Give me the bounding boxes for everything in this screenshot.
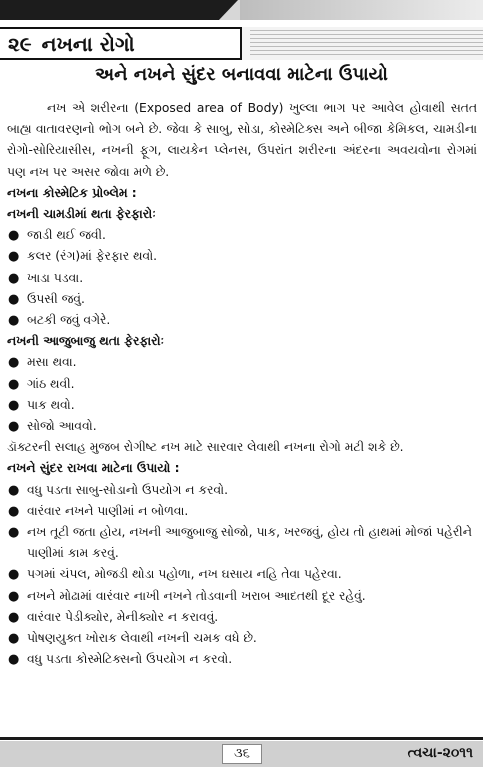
list-item-text: પગમાં ચંપલ, મોજડી થોડા પહોળા, નખ ઘસાય નહિ તેવા પહેરવા.: [27, 567, 342, 582]
bullet-icon: ●: [8, 397, 20, 413]
beauty-tips-list: [7, 480, 477, 671]
bullet-icon: ●: [8, 249, 20, 265]
around-changes-list: [7, 352, 477, 437]
list-item: [7, 501, 477, 522]
list-item: [7, 310, 477, 331]
page-subtitle: અને નખને સુંદર બનાવવા માટેના ઉપાયો: [95, 64, 388, 85]
bullet-icon: ●: [8, 609, 20, 625]
list-item: [7, 607, 477, 628]
list-item: [7, 374, 477, 395]
footer-divider: [0, 737, 483, 740]
list-item-text: વારંવાર નખને પાણીમાં ન બોળવા.: [27, 503, 189, 518]
bullet-icon: ●: [8, 313, 20, 329]
list-item: [7, 225, 477, 246]
article-body: [7, 98, 477, 670]
bullet-icon: ●: [8, 419, 20, 435]
bullet-icon: ●: [8, 270, 20, 286]
list-item-text: નખ તૂટી જતા હોય, નખની આજુબાજુ સોજો, પાક, ખરજવું, હોય તો હાથમાં મોજાં પહેરીને પાણીમાં કામ કરવું.: [27, 525, 472, 561]
list-item-text: વધુ પડતા સાબુ-સોડાનો ઉપયોગ ન કરવો.: [27, 482, 229, 497]
bullet-icon: ●: [8, 503, 20, 519]
list-item-text: પોષણયુક્ત ખોરાક લેવાથી નખની ચમક વધે છે.: [27, 631, 257, 646]
bullet-icon: ●: [8, 376, 20, 392]
heading-beauty-tips: નખને સુંદર રાખવા માટેના ઉપાયો :: [7, 461, 180, 476]
list-item-text: મસા થવા.: [27, 355, 77, 370]
list-item-text: જાડી થઈ જવી.: [27, 228, 106, 243]
footer-publication-label: ત્વચા-૨૦૧૧: [407, 745, 473, 761]
list-item: [7, 522, 477, 564]
bullet-icon: ●: [8, 228, 20, 244]
heading-cosmetic-problems: નખના કોસ્મેટિક પ્રોબ્લેમ :: [7, 185, 137, 200]
list-item-text: ઉપસી જવું.: [27, 291, 85, 306]
bullet-icon: ●: [8, 355, 20, 371]
list-item: [7, 416, 477, 437]
list-item-text: બટકી જવું વગેરે.: [27, 313, 111, 328]
list-item-text: ગાંઠ થવી.: [27, 376, 75, 391]
bullet-icon: ●: [8, 482, 20, 498]
top-band-light: [240, 0, 483, 20]
list-item: [7, 395, 477, 416]
heading-skin-changes: નખની ચામડીમાં થતા ફેરફારોઃ: [7, 207, 156, 222]
list-item: [7, 586, 477, 607]
bullet-icon: ●: [8, 631, 20, 647]
page-number: ૩૬: [222, 744, 262, 764]
bullet-icon: ●: [8, 525, 20, 541]
list-item-text: વારંવાર પેડીક્યોર, મેનીક્યોર ન કરાવવું.: [27, 609, 219, 624]
chapter-number: ૨૯: [8, 31, 32, 56]
bullet-icon: ●: [8, 588, 20, 604]
list-item: [7, 564, 477, 585]
list-item: [7, 268, 477, 289]
heading-around-changes: નખની આજુબાજુ થતા ફેરફારોઃ: [7, 334, 165, 349]
top-band-dark: [0, 0, 238, 20]
bullet-icon: ●: [8, 652, 20, 668]
chapter-title-box: [0, 27, 242, 60]
list-item: [7, 649, 477, 670]
list-item-text: સોજો આવવો.: [27, 419, 97, 434]
list-item: [7, 246, 477, 267]
list-item: [7, 628, 477, 649]
skin-changes-list: [7, 225, 477, 331]
chapter-bar-stripes: [250, 30, 483, 57]
list-item-text: પાક થવો.: [27, 397, 75, 412]
bullet-icon: ●: [8, 291, 20, 307]
intro-paragraph: નખ એ શરીરના (Exposed area of Body) ખુલ્લા ભાગ પર આવેલ હોવાથી સતત બાહ્ય વાતાવરણનો ભોગ બને છે. જેવા કે સાબુ, સોડા, કોસ્મેટિક્સ અને બીજા કેમિકલ, ચામડીના રોગો-સોરિયાસીસ, નખની ફૂગ, લાયકેન પ્લેનસ, ઉપરાંત શરીરના અંદરના અવયવોના રોગમાં પણ નખ પર અસર જોવા મળે છે.: [7, 101, 477, 179]
list-item: [7, 289, 477, 310]
list-item: [7, 480, 477, 501]
list-item: [7, 352, 477, 373]
doctor-note: ડૉક્ટરની સલાહ મુજબ રોગીષ્ટ નખ માટે સારવાર લેવાથી નખના રોગો મટી શકે છે.: [7, 440, 404, 455]
chapter-title: નખના રોગો: [41, 31, 135, 56]
list-item-text: કલર (રંગ)માં ફેરફાર થવો.: [27, 249, 158, 264]
bullet-icon: ●: [8, 567, 20, 583]
list-item-text: વધુ પડતા કોસ્મેટિક્સનો ઉપયોગ ન કરવો.: [27, 652, 233, 667]
top-decorative-band: [0, 0, 483, 20]
list-item-text: નખને મોઢામાં વારંવાર નાખી નખને તોડવાની ખરાબ આદતથી દૂર રહેવું.: [27, 588, 366, 603]
list-item-text: ખાડા પડવા.: [27, 270, 84, 285]
